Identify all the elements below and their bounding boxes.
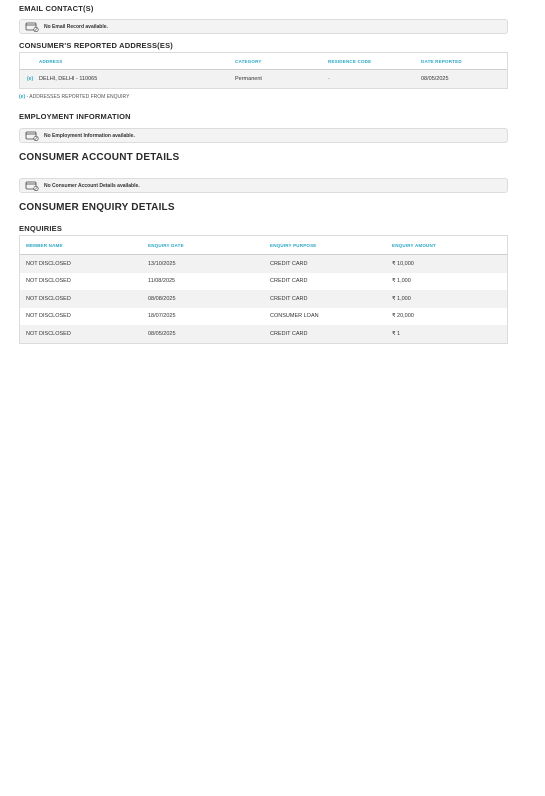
address-section-title: CONSUMER'S REPORTED ADDRESS(ES)	[19, 41, 173, 50]
enquiry-address-marker: (e)	[27, 75, 34, 82]
employment-section-title: EMPLOYMENT INFORMATION	[19, 112, 131, 121]
date-cell: 08/05/2025	[148, 330, 176, 337]
table-row	[20, 308, 507, 326]
enquiry-section-title: CONSUMER ENQUIRY DETAILS	[19, 202, 175, 213]
member-cell: NOT DISCLOSED	[26, 313, 71, 320]
amount-cell: ₹ 1	[392, 330, 401, 337]
col-residence-code: RESIDENCE CODE	[328, 58, 372, 64]
amount-cell: ₹ 1,000	[392, 295, 411, 302]
address-footnote-marker: (e)	[19, 94, 26, 100]
employment-empty-text: No Employment Information available.	[44, 132, 135, 139]
col-enquiry-date: ENQUIRY DATE	[148, 242, 184, 248]
enquiry-table	[19, 235, 508, 344]
enquiry-table-header	[20, 236, 507, 255]
col-member-name: MEMBER NAME	[26, 242, 63, 248]
member-cell: NOT DISCLOSED	[26, 295, 71, 302]
address-footnote-text: - ADDRESSES REPORTED FROM ENQUIRY	[25, 94, 130, 100]
address-table-header	[20, 53, 507, 70]
col-category: CATEGORY	[235, 58, 262, 64]
email-section-title: EMAIL CONTACT(S)	[19, 4, 94, 13]
no-data-card-icon	[25, 181, 39, 191]
table-row	[20, 255, 507, 273]
email-empty-notice	[19, 19, 508, 34]
residence-code-cell: -	[328, 75, 330, 82]
no-data-card-icon	[25, 22, 39, 32]
member-cell: NOT DISCLOSED	[26, 330, 71, 337]
purpose-cell: CREDIT CARD	[270, 295, 308, 302]
col-enquiry-amount: ENQUIRY AMOUNT	[392, 242, 436, 248]
employment-empty-notice	[19, 128, 508, 143]
col-enquiry-purpose: ENQUIRY PURPOSE	[270, 242, 317, 248]
table-row	[20, 70, 507, 88]
purpose-cell: CREDIT CARD	[270, 330, 308, 337]
purpose-cell: CREDIT CARD	[270, 260, 308, 267]
member-cell: NOT DISCLOSED	[26, 260, 71, 267]
date-reported-cell: 08/05/2025	[421, 75, 449, 82]
address-footnote	[19, 94, 129, 100]
table-row	[20, 325, 507, 343]
col-address: ADDRESS	[39, 58, 63, 64]
purpose-cell: CONSUMER LOAN	[270, 313, 319, 320]
col-date-reported: DATE REPORTED	[421, 58, 462, 64]
accounts-section-title: CONSUMER ACCOUNT DETAILS	[19, 152, 180, 163]
email-empty-text: No Email Record available.	[44, 23, 108, 30]
category-cell: Permanent	[235, 75, 262, 82]
address-cell: DELHI, DELHI - 110065	[39, 75, 98, 82]
date-cell: 13/10/2025	[148, 260, 176, 267]
accounts-empty-text: No Consumer Account Details available.	[44, 182, 140, 189]
amount-cell: ₹ 10,000	[392, 260, 414, 267]
date-cell: 18/07/2025	[148, 313, 176, 320]
date-cell: 11/08/2025	[148, 278, 176, 285]
member-cell: NOT DISCLOSED	[26, 278, 71, 285]
enquiries-subtitle: ENQUIRIES	[19, 224, 63, 233]
no-data-card-icon	[25, 131, 39, 141]
amount-cell: ₹ 1,000	[392, 278, 411, 285]
accounts-empty-notice	[19, 178, 508, 193]
table-row	[20, 290, 507, 308]
date-cell: 08/08/2025	[148, 295, 176, 302]
address-table	[19, 52, 508, 89]
table-row	[20, 273, 507, 291]
purpose-cell: CREDIT CARD	[270, 278, 308, 285]
amount-cell: ₹ 20,000	[392, 313, 414, 320]
